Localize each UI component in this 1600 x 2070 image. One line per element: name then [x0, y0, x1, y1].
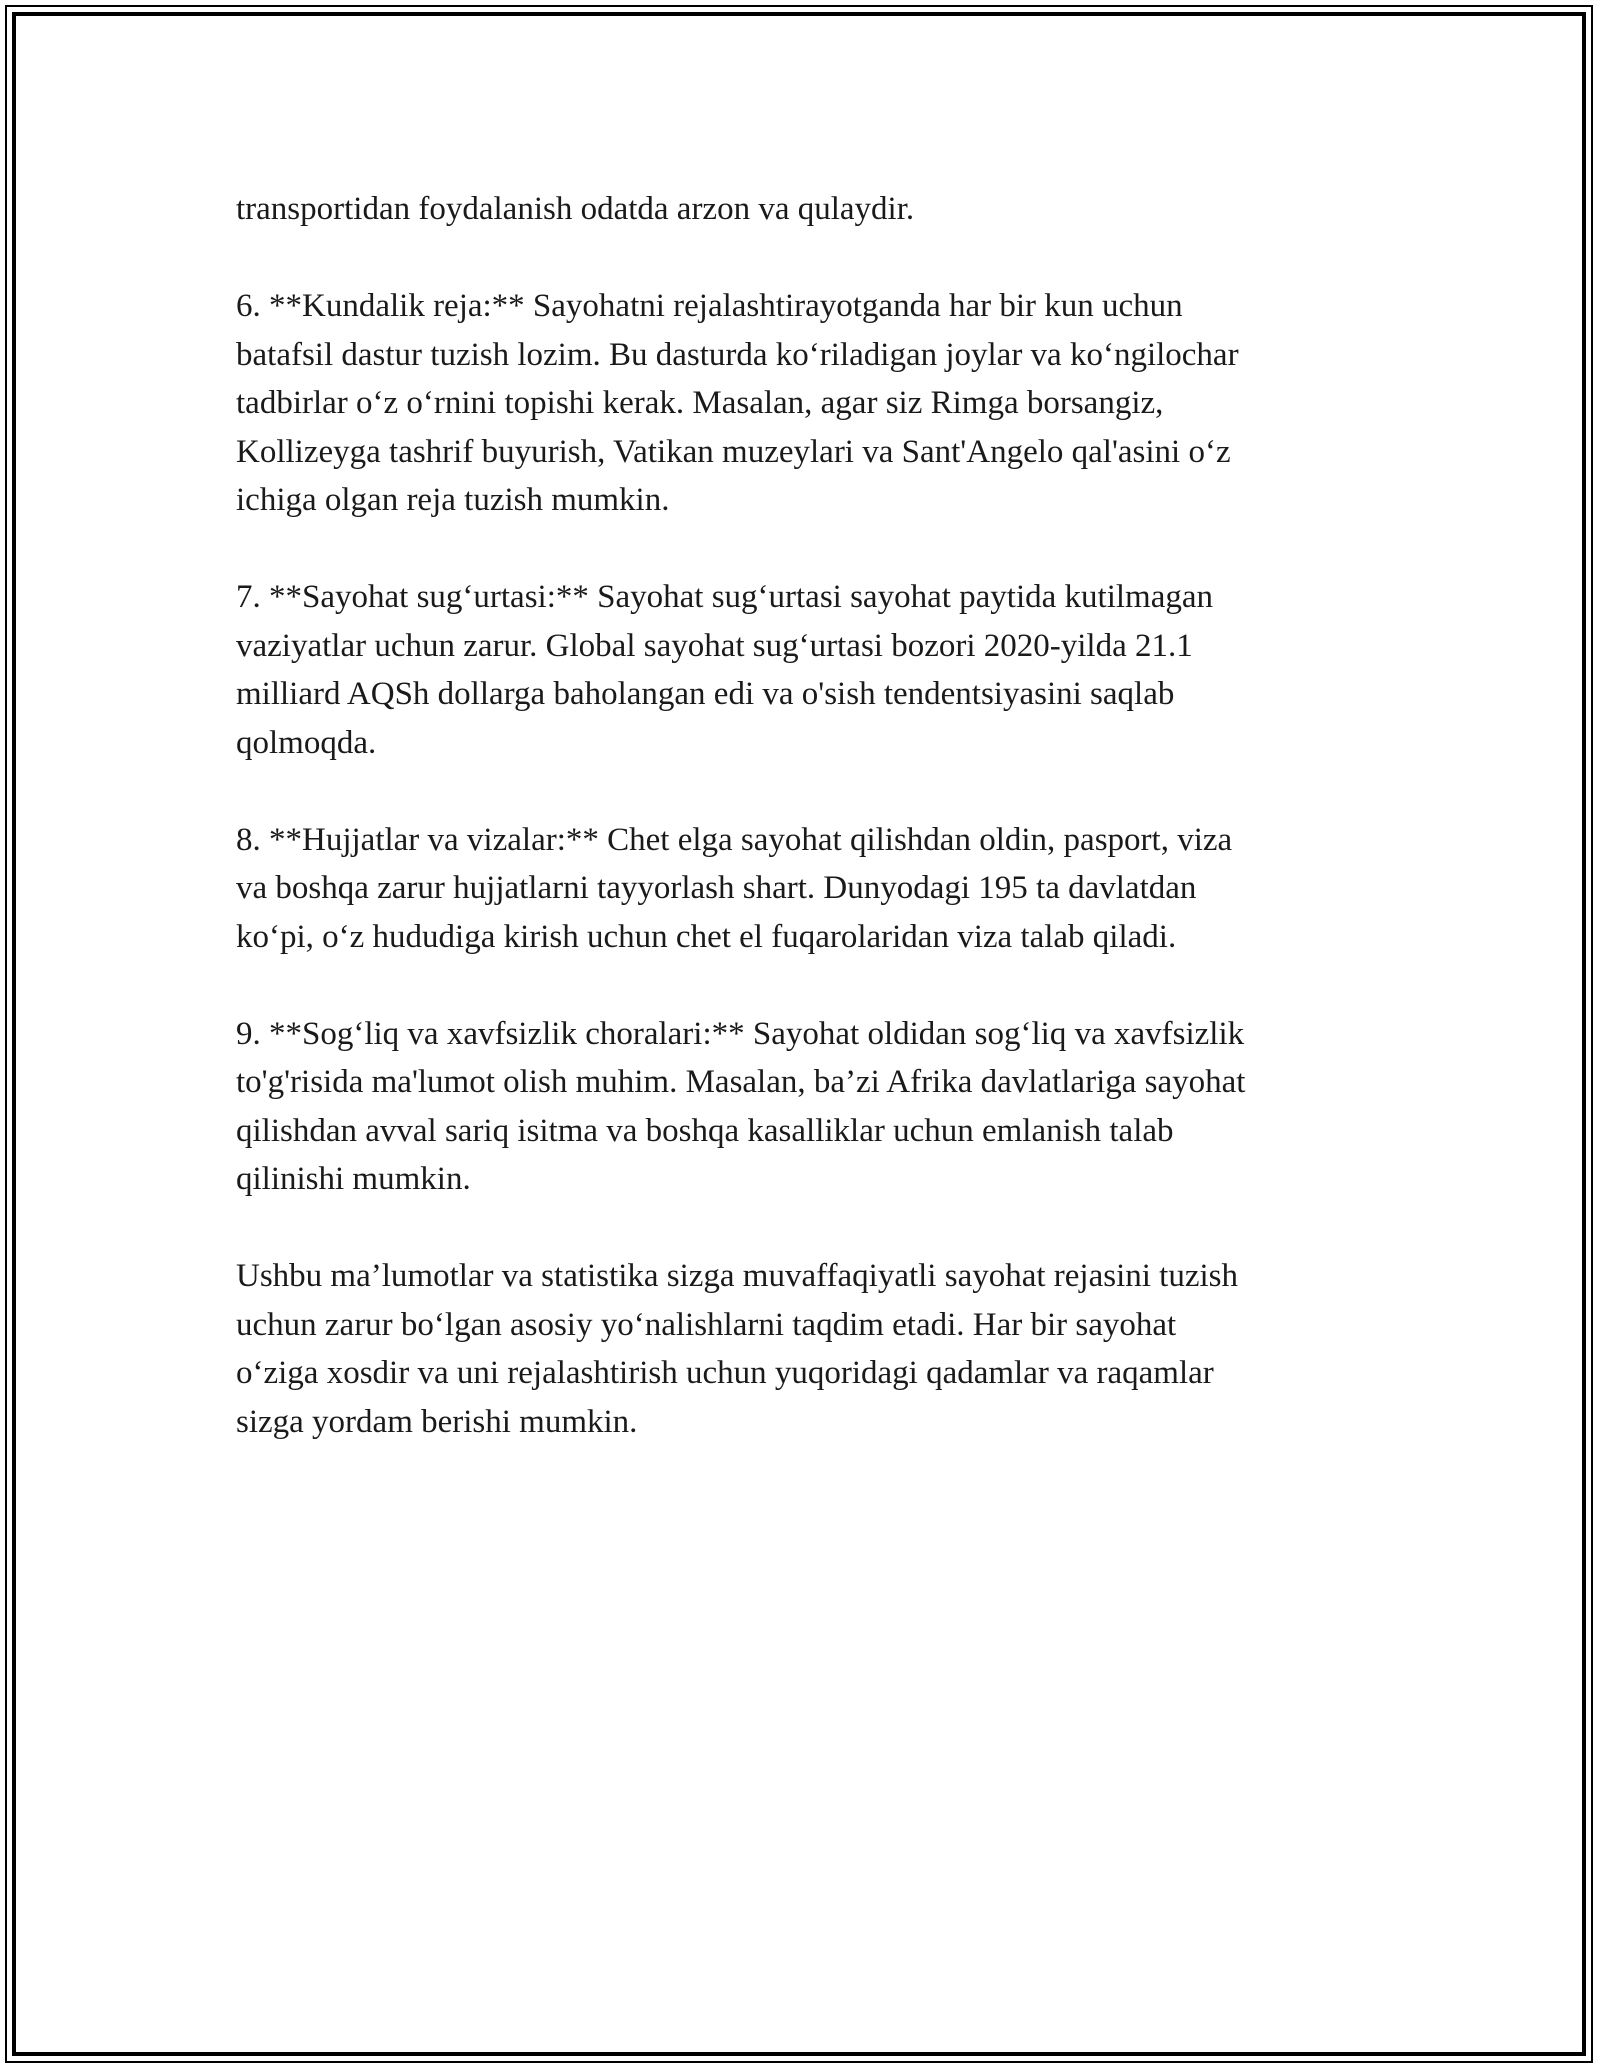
paragraph-conclusion: Ushbu ma’lumotlar va statistika sizga muvaffaqiyatli sayohat rejasini tuzish uchun zarur bo‘lgan asosiy yo‘nalishlarni taqdim etadi. Har bir sayohat o‘ziga xosdir va uni rejalashtirish uchun yuqoridagi qadamlar va raqamlar sizga yordam berishi mumkin.	[236, 1258, 1238, 1440]
paragraph-travel-insurance: 7. **Sayohat sug‘urtasi:** Sayohat sug‘urtasi sayohat paytida kutilmagan vaziyatlar uchun zarur. Global sayohat sug‘urtasi bozori 2020-yilda 21.1 milliard AQSh dollarga baholangan edi va o'sish tendentsiyasini saqlab qolmoqda.	[236, 579, 1213, 761]
paragraph-transport-continuation: transportidan foydalanish odatda arzon va qulaydir.	[236, 191, 915, 227]
paragraph-documents-visas: 8. **Hujjatlar va vizalar:** Chet elga sayohat qilishdan oldin, pasport, viza va boshqa zarur hujjatlarni tayyorlash shart. Dunyodagi 195 ta davlatdan ko‘pi, o‘z hududiga kirish uchun chet el fuqarolaridan viza talab qiladi.	[236, 821, 1233, 955]
paragraph-health-safety: 9. **Sog‘liq va xavfsizlik choralari:** Sayohat oldidan sog‘liq va xavfsizlik to'g'risida ma'lumot olish muhim. Masalan, ba’zi Afrika davlatlariga sayohat qilishdan avval sariq isitma va boshqa kasalliklar uchun emlanish talab qilinishi mumkin.	[236, 1015, 1246, 1197]
document-body	[236, 185, 1386, 1495]
paragraph-daily-plan: 6. **Kundalik reja:** Sayohatni rejalashtirayotganda har bir kun uchun batafsil dastur tuzish lozim. Bu dasturda ko‘riladigan joylar va ko‘ngilochar tadbirlar o‘z o‘rnini topishi kerak. Masalan, agar siz Rimga borsangiz, Kollizeyga tashrif buyurish, Vatikan muzeylari va Sant'Angelo qal'asini o‘z ichiga olgan reja tuzish mumkin.	[236, 288, 1239, 518]
